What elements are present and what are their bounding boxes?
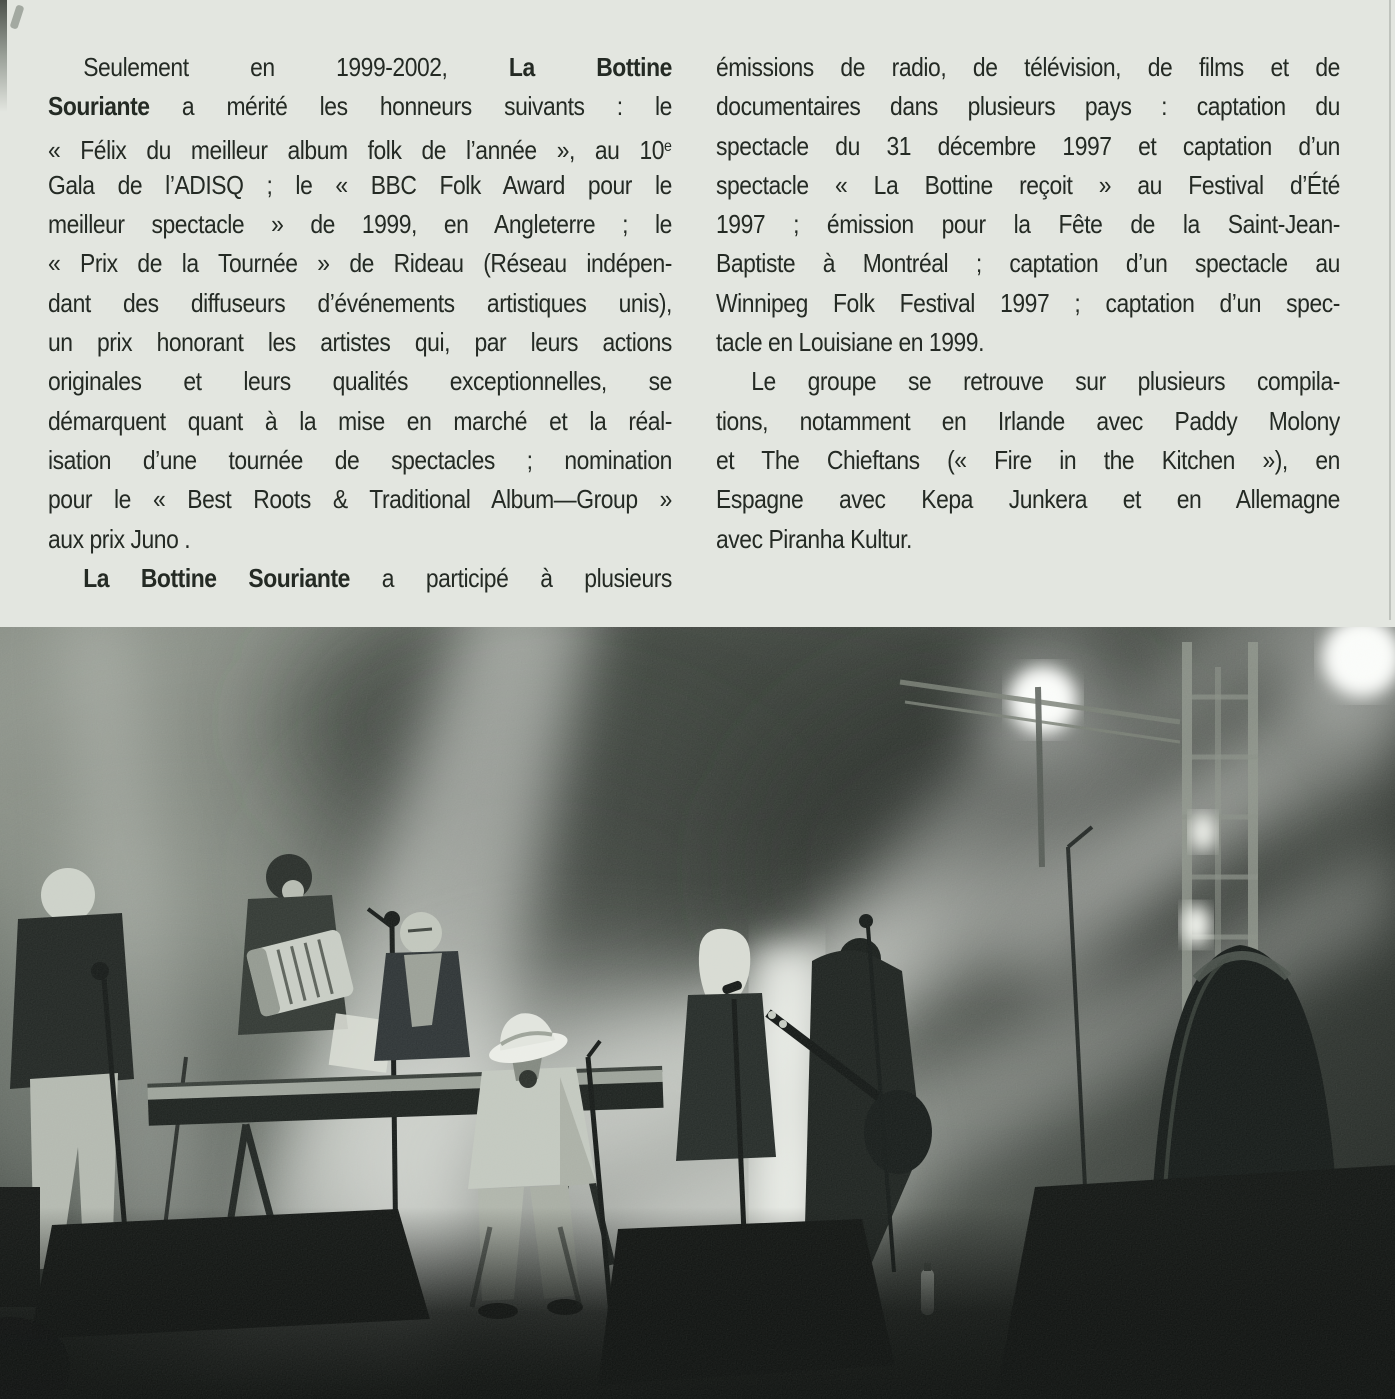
text-line: « Prix de la Tournée » de Rideau (Réseau indépen-: [48, 248, 672, 279]
scan-edge-artifact: [0, 0, 7, 112]
text-line: spectacle du 31 décembre 1997 et captation d’un: [716, 130, 1340, 161]
text-line: documentaires dans plusieurs pays : captation du: [716, 91, 1340, 122]
text-line: 1997 ; émission pour la Fête de la Saint-Jean-: [716, 209, 1340, 240]
text-line: et The Chieftans (« Fire in the Kitchen »), en: [716, 444, 1340, 475]
text-line: La Bottine Souriante a participé à plusieurs: [83, 562, 672, 593]
text-line: Baptiste à Montréal ; captation d’un spectacle au: [716, 248, 1340, 279]
text-line: avec Piranha Kultur.: [716, 523, 912, 554]
text-line: tions, notamment en Irlande avec Paddy Molony: [716, 405, 1340, 436]
text-line: Winnipeg Folk Festival 1997 ; captation d’un spec-: [716, 287, 1340, 318]
text-line: originales et leurs qualités exceptionnelles, se: [48, 366, 672, 397]
text-line: « Félix du meilleur album folk de l’année », au 10e: [48, 134, 672, 165]
text-line: aux prix Juno .: [48, 523, 191, 554]
text-line: isation d’une tournée de spectacles ; nomination: [48, 444, 672, 475]
text-line: tacle en Louisiane en 1999.: [716, 327, 984, 358]
text-line: pour le « Best Roots & Traditional Album—Group »: [48, 484, 672, 515]
text-line: Seulement en 1999-2002, La Bottine: [83, 52, 672, 82]
concert-photo: [0, 627, 1395, 1399]
text-line: démarquent quant à la mise en marché et la réal-: [48, 405, 672, 436]
text-line: un prix honorant les artistes qui, par leurs actions: [48, 327, 672, 358]
text-line: Gala de l’ADISQ ; le « BBC Folk Award pour le: [48, 169, 672, 200]
text-line: meilleur spectacle » de 1999, en Angleterre ; le: [48, 209, 672, 240]
left-column: [48, 48, 672, 598]
film-grain: [0, 627, 1395, 1399]
right-column: [716, 48, 1340, 559]
scan-edge-line: [1389, 0, 1391, 620]
text-line: spectacle « La Bottine reçoit » au Festival d’Été: [716, 169, 1340, 200]
text-line: émissions de radio, de télévision, de films et de: [716, 52, 1340, 82]
text-line: dant des diffuseurs d’événements artistiques unis),: [48, 287, 672, 318]
text-line: Le groupe se retrouve sur plusieurs compila-: [751, 366, 1340, 397]
text-line: Espagne avec Kepa Junkera et en Allemagne: [716, 484, 1340, 515]
text-line: Souriante a mérité les honneurs suivants : le: [48, 91, 672, 122]
article-text-block: [0, 0, 1395, 627]
